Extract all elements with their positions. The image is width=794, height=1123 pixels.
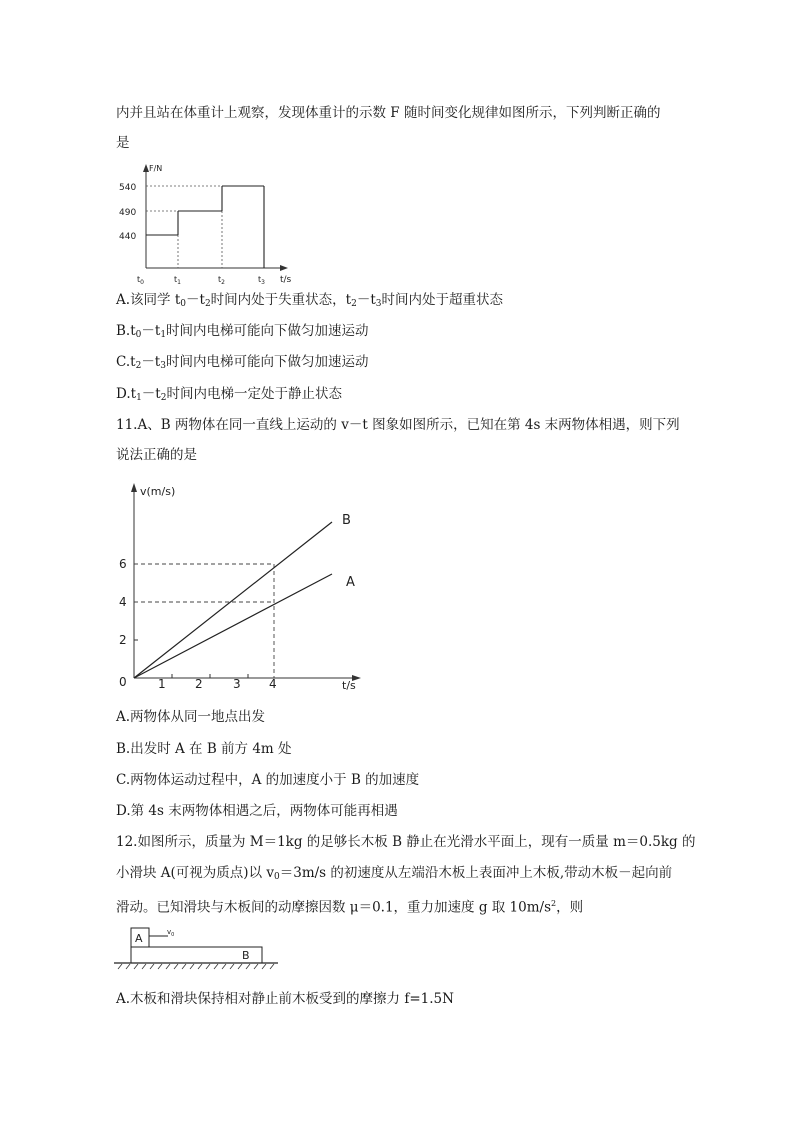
fig1-ytick-490: 490 bbox=[119, 208, 137, 218]
q12-stem-line-1: 12.如图所示，质量为 M＝1kg 的足够长木板 B 静止在光滑水平面上，现有一质量 m＝0.5kg 的 bbox=[116, 834, 696, 850]
block-a-label: A bbox=[135, 932, 143, 945]
q10-option-a: A.该同学 $t_0-t_2$时间内处于失重状态，$t_2-t_3$时间内处于超重状态 bbox=[116, 292, 504, 309]
block-board-diagram bbox=[112, 922, 282, 970]
fig1-xtick-t3: $t_3$ bbox=[258, 275, 265, 286]
fig2-ytick-4: 4 bbox=[119, 595, 127, 609]
q12-option-a: A.木板和滑块保持相对静止前木板受到的摩擦力 f=1.5N bbox=[116, 991, 454, 1007]
q12-stem-line-2: 小滑块 A(可视为质点)以 $v_0=3m/s$ 的初速度从左端沿木板上表面冲上木板,带动木板－起向前 bbox=[116, 865, 673, 882]
fig2-xlabel: t/s bbox=[342, 679, 356, 692]
fig1-xtick-t0: $t_0$ bbox=[137, 275, 144, 286]
fig2-ylabel: v(m/s) bbox=[140, 485, 176, 498]
fig1-ytick-540: 540 bbox=[119, 183, 137, 193]
fig2-label-b: B bbox=[342, 513, 351, 528]
fig1-xlabel: t/s bbox=[280, 275, 292, 285]
q10-option-b: $B.t_0-t_1$时间内电梯可能向下做匀加速运动 bbox=[116, 323, 369, 340]
q10-option-c: $C.t_2-t_3$时间内电梯可能向下做匀加速运动 bbox=[116, 354, 369, 371]
q12-stem-line-3: 滑动。已知滑块与木板间的动摩擦因数 μ＝0.1，重力加速度 g 取 $10m/s^2$，则 bbox=[116, 899, 584, 916]
intro-line-2: 是 bbox=[116, 135, 130, 151]
fig2-xtick-3: 3 bbox=[233, 677, 241, 691]
q11-stem-line-2: 说法正确的是 bbox=[116, 447, 197, 463]
fig1-ytick-440: 440 bbox=[119, 232, 137, 242]
q11-option-b: B.出发时 A 在 B 前方 4m 处 bbox=[116, 741, 292, 757]
intro-line-1: 内并且站在体重计上观察，发现体重计的示数 F 随时间变化规律如图所示，下列判断正确的 bbox=[116, 105, 661, 121]
force-time-graph bbox=[112, 158, 302, 286]
fig2-xtick-1: 1 bbox=[158, 677, 166, 691]
fig2-series-a bbox=[134, 574, 332, 678]
board-b-label: B bbox=[242, 949, 250, 962]
velocity-label: $v_0$ bbox=[167, 928, 175, 938]
fig2-series-b bbox=[134, 522, 332, 678]
fig2-origin: 0 bbox=[119, 675, 127, 689]
fig1-xtick-t2: $t_2$ bbox=[218, 275, 225, 286]
fig2-xtick-2: 2 bbox=[195, 677, 203, 691]
q11-option-a: A.两物体从同一地点出发 bbox=[116, 709, 266, 725]
fig2-ytick-6: 6 bbox=[119, 557, 127, 571]
q11-option-c: C.两物体运动过程中，A 的加速度小于 B 的加速度 bbox=[116, 772, 420, 788]
q11-option-d: D.第 4s 末两物体相遇之后，两物体可能再相遇 bbox=[116, 803, 398, 819]
velocity-time-graph bbox=[112, 478, 372, 693]
fig2-ytick-2: 2 bbox=[119, 633, 127, 647]
q11-stem-line-1: 11.A、B 两物体在同一直线上运动的 v－t 图象如图所示，已知在第 4s 末两物体相遇，则下列 bbox=[116, 417, 680, 433]
fig1-xtick-t1: $t_1$ bbox=[174, 275, 181, 286]
fig1-ylabel: F/N bbox=[149, 164, 163, 173]
fig2-label-a: A bbox=[346, 575, 355, 590]
q10-option-d: $D.t_1-t_2$时间内电梯一定处于静止状态 bbox=[116, 386, 342, 403]
fig2-xtick-4: 4 bbox=[269, 677, 277, 691]
